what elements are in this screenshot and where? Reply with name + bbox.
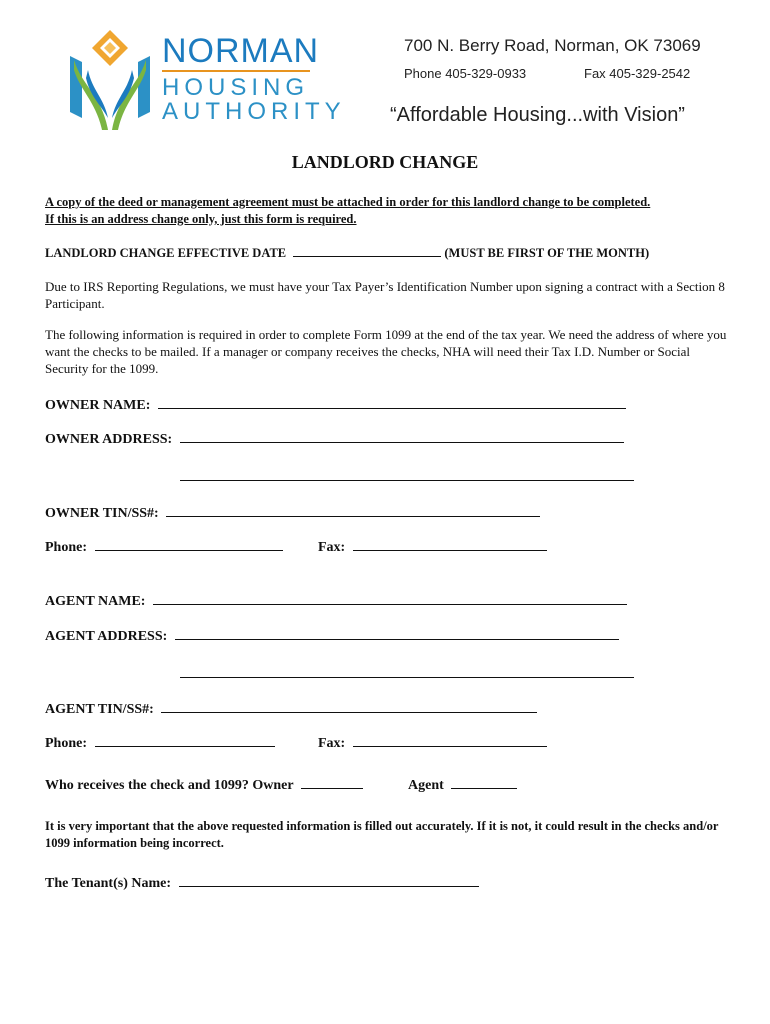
effective-date-label: LANDLORD CHANGE EFFECTIVE DATE xyxy=(45,246,287,260)
accuracy-warning: It is very important that the above requested information is filled out accurately. If it is not, it could result in the checks and/or 1099 information being incorrect. xyxy=(45,819,719,850)
owner-phone-row xyxy=(45,538,283,556)
form-1099-paragraph: The following information is required in order to complete Form 1099 at the end of the tax year. We need the address of where you want the checks to be mailed. If a manager or company receives the checks, NHA will need their Tax I.D. Number or Social Security for the 1099. xyxy=(45,327,727,376)
agent-address-field[interactable] xyxy=(175,627,619,640)
nha-house-logo-icon xyxy=(62,26,158,134)
agent-address-line2-field[interactable] xyxy=(180,677,634,678)
agent-address-label: AGENT ADDRESS: xyxy=(45,629,168,644)
agent-name-label: AGENT NAME: xyxy=(45,594,146,609)
tenant-name-field[interactable] xyxy=(179,874,479,887)
owner-address-line2-field[interactable] xyxy=(180,480,634,481)
owner-name-row xyxy=(45,396,626,414)
agent-tin-field[interactable] xyxy=(161,700,537,713)
effective-date-hint: (MUST BE FIRST OF THE MONTH) xyxy=(444,246,650,260)
agent-fax-row xyxy=(318,734,547,752)
org-name-line1: NORMAN xyxy=(162,32,320,70)
owner-address-row xyxy=(45,430,624,448)
owner-address-field[interactable] xyxy=(180,430,624,443)
attachment-note xyxy=(45,194,735,228)
owner-phone-field[interactable] xyxy=(95,538,283,551)
owner-tin-row xyxy=(45,504,540,522)
receiver-agent-label: Agent xyxy=(408,778,444,793)
form-title: LANDLORD CHANGE xyxy=(291,152,479,172)
agent-phone-label: Phone: xyxy=(45,736,87,751)
irs-paragraph: Due to IRS Reporting Regulations, we must have your Tax Payer’s Identification Number upon signing a contract with a Section 8 Participant. xyxy=(45,279,725,311)
receiver-owner-field[interactable] xyxy=(301,776,363,789)
org-name-divider xyxy=(162,70,310,72)
owner-tin-label: OWNER TIN/SS#: xyxy=(45,506,159,521)
attachment-note-line2: If this is an address change only, just this form is required. xyxy=(45,212,357,226)
owner-tin-field[interactable] xyxy=(166,504,540,517)
owner-name-label: OWNER NAME: xyxy=(45,398,151,413)
tenant-name-row xyxy=(45,874,479,892)
receiver-agent-field[interactable] xyxy=(451,776,517,789)
effective-date-row xyxy=(45,244,649,261)
org-name xyxy=(162,34,346,124)
org-address: 700 N. Berry Road, Norman, OK 73069 xyxy=(404,36,701,55)
org-fax: Fax 405-329-2542 xyxy=(584,66,691,81)
owner-fax-field[interactable] xyxy=(353,538,547,551)
agent-name-row xyxy=(45,592,627,610)
owner-fax-label: Fax: xyxy=(318,540,346,555)
receiver-question-label: Who receives the check and 1099? Owner xyxy=(45,778,294,793)
agent-fax-label: Fax: xyxy=(318,736,346,751)
org-name-line2: HOUSING xyxy=(162,74,310,101)
agent-tin-row xyxy=(45,700,537,718)
owner-address-label: OWNER ADDRESS: xyxy=(45,432,173,447)
attachment-note-line1: A copy of the deed or management agreement must be attached in order for this landlord change to be completed. xyxy=(45,195,651,209)
agent-address-row xyxy=(45,627,619,645)
agent-phone-field[interactable] xyxy=(95,734,275,747)
agent-tin-label: AGENT TIN/SS#: xyxy=(45,702,154,717)
owner-name-field[interactable] xyxy=(158,396,626,409)
receiver-agent-row xyxy=(408,776,517,794)
receiver-question-row xyxy=(45,776,363,794)
org-phone: Phone 405-329-0933 xyxy=(404,66,527,81)
org-name-line3: AUTHORITY xyxy=(162,98,346,125)
owner-fax-row xyxy=(318,538,547,556)
agent-fax-field[interactable] xyxy=(353,734,547,747)
org-tagline: “Affordable Housing...with Vision” xyxy=(390,104,685,126)
tenant-name-label: The Tenant(s) Name: xyxy=(45,876,172,891)
effective-date-field[interactable] xyxy=(293,244,441,257)
agent-name-field[interactable] xyxy=(153,592,627,605)
agent-phone-row xyxy=(45,734,275,752)
owner-phone-label: Phone: xyxy=(45,540,87,555)
